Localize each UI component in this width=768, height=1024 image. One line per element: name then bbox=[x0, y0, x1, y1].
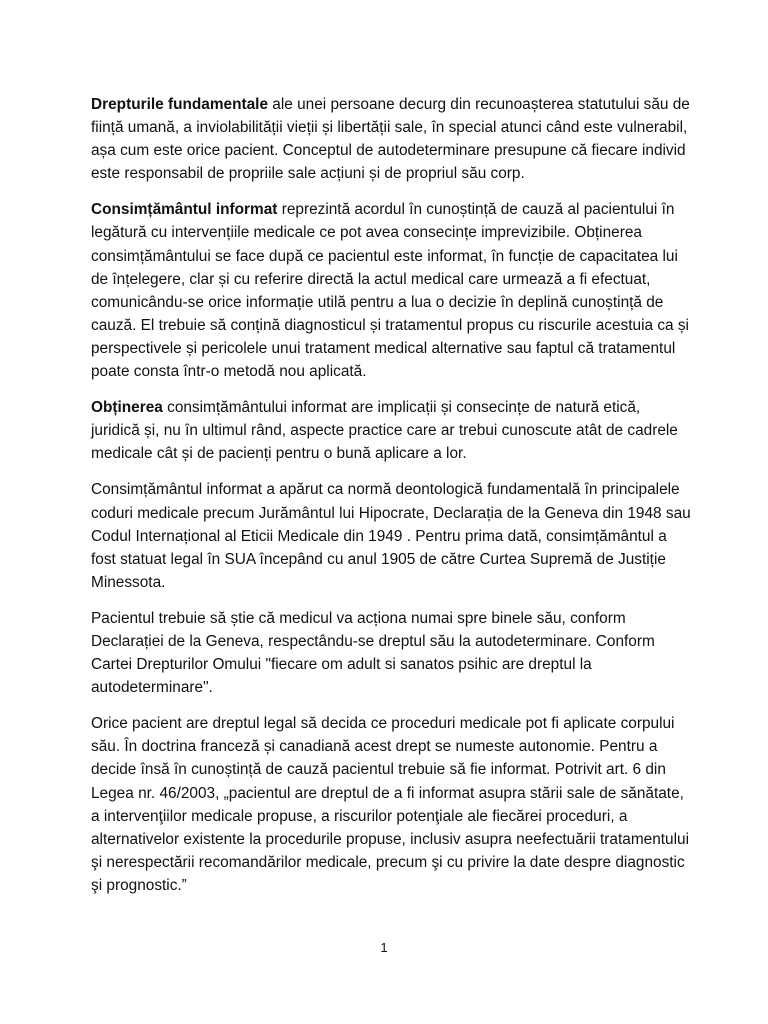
page-number: 1 bbox=[380, 940, 388, 955]
paragraph-text: reprezintă acordul în cunoștință de cauză al pacientului în legătură cu intervențiile medicale ce pot avea consecințe imprevizibile. Obținerea consimțământului se face după ce pacientul este informat, în funcție de capacitatea lui de înțelegere, clar și cu referire directă la actul medical care urmează a fi efectuat, comunicându-se orice informație utilă pentru a lua o decizie în deplină cunoștință de cauză. El trebuie să conțină diagnosticul și tratamentul propus cu riscurile acestuia ca și perspectivele și pericolele unui tratament medical alternative sau faptul că tratamentul poate consta într-o metodă nou aplicată. bbox=[91, 201, 689, 381]
paragraph-informed-consent bbox=[91, 198, 691, 383]
paragraph-geneva-declaration bbox=[91, 607, 691, 699]
bold-term: Drepturile fundamentale bbox=[91, 96, 269, 113]
paragraph-text: Orice pacient are dreptul legal să decida ce proceduri medicale pot fi aplicate corpului său. În doctrina franceză și canadiană acest drept se numeste autonomie. Pentru a decide însă în cunoștință de cauză pacientul trebuie să fie informat. Potrivit art. 6 din Legea nr. 46/2003, „pacientul are dreptul de a fi informat asupra stării sale de sănătate, a intervenţiilor medicale propuse, a riscurilor potenţiale ale fiecărei proceduri, a alternativelor existente la procedurile propuse, inclusiv asupra neefectuării tratamentului şi nerespectării recomandărilor medicale, precum şi cu privire la date despre diagnostic şi prognostic.” bbox=[91, 715, 689, 894]
document-body bbox=[91, 93, 691, 910]
paragraph-text: ale unei persoane decurg din recunoașterea statutului său de ființă umană, a inviolabilității vieții și libertății sale, în special atunci când este vulnerabil, așa cum este orice pacient. Conceptul de autodeterminare presupune că fiecare individ este responsabil de propriile sale acțiuni și de propriul său corp. bbox=[91, 96, 690, 183]
paragraph-obtaining-consent bbox=[91, 396, 691, 465]
paragraph-text: Pacientul trebuie să știe că medicul va acționa numai spre binele său, conform Declarației de la Geneva, respectându-se dreptul său la autodeterminare. Conform Cartei Drepturilor Omului "fiecare om adult si sanatos psihic are dreptul la autodeterminare". bbox=[91, 609, 655, 697]
paragraph-deontological-norm bbox=[91, 478, 691, 593]
paragraph-fundamental-rights bbox=[91, 93, 691, 185]
bold-term: Obținerea bbox=[91, 399, 163, 417]
paragraph-legal-right bbox=[91, 712, 691, 897]
paragraph-text: Consimțământul informat a apărut ca normă deontologică fundamentală în principalele coduri medicale precum Jurământul lui Hipocrate, Declarația de la Geneva din 1948 sau Codul Internațional al Eticii Medicale din 1949 . Pentru prima dată, consimțământul a fost statuat legal în SUA începând cu anul 1905 de către Curtea Supremă de Justiție Minessota. bbox=[91, 481, 691, 591]
bold-term: Consimțământul informat bbox=[91, 201, 278, 219]
paragraph-text: consimțământului informat are implicații și consecințe de natură etică, juridică și, nu în ultimul rând, aspecte practice care ar trebui cunoscute atât de cadrele medicale cât și de pacienți pentru o bună aplicare a lor. bbox=[91, 399, 678, 463]
